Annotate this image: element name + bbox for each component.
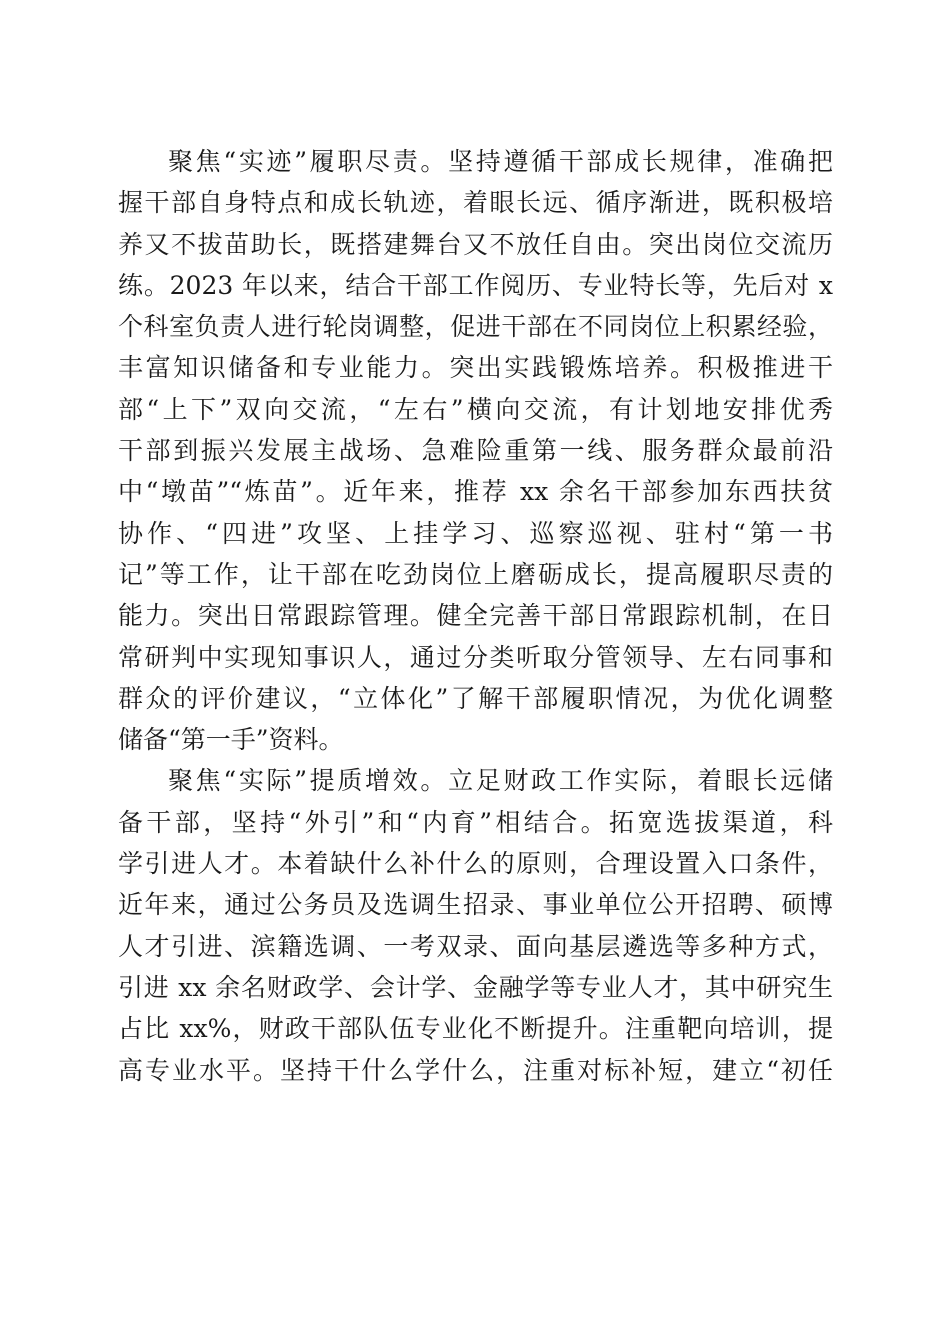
text-line: 部“上下”双向交流，“左右”横向交流，有计划地安排优秀 bbox=[118, 394, 833, 424]
text-line: 能力。突出日常跟踪管理。健全完善干部日常跟踪机制，在日 bbox=[118, 601, 833, 631]
text-line: 养又不拔苗助长，既搭建舞台又不放任自由。突出岗位交流历 bbox=[118, 229, 833, 259]
body-text bbox=[118, 141, 833, 1091]
text-line: 学引进人才。本着缺什么补什么的原则，合理设置入口条件， bbox=[118, 849, 833, 879]
text-line: 聚焦“实迹”履职尽责。坚持遵循干部成长规律，准确把 bbox=[168, 147, 833, 176]
text-line: 高专业水平。坚持干什么学什么，注重对标补短，建立“初任 bbox=[118, 1055, 833, 1085]
text-line: 聚焦“实际”提质增效。立足财政工作实际，着眼长远储 bbox=[168, 766, 833, 796]
text-line: 人才引进、滨籍选调、一考双录、面向基层遴选等多种方式， bbox=[118, 931, 833, 961]
text-line: 记”等工作，让干部在吃劲岗位上磨砺成长，提高履职尽责的 bbox=[118, 559, 833, 589]
text-line: 丰富知识储备和专业能力。突出实践锻炼培养。积极推进干 bbox=[118, 353, 833, 383]
text-line: 储备“第一手”资料。 bbox=[118, 725, 344, 755]
text-line: 握干部自身特点和成长轨迹，着眼长远、循序渐进，既积极培 bbox=[118, 188, 833, 218]
text-line: 中“墩苗”“炼苗”。近年来，推荐 xx 余名干部参加东西扶贫 bbox=[118, 477, 833, 507]
text-line: 近年来，通过公务员及选调生招录、事业单位公开招聘、硕博 bbox=[118, 890, 833, 920]
text-line: 引进 xx 余名财政学、会计学、金融学等专业人才，其中研究生 bbox=[118, 972, 833, 1002]
text-line: 干部到振兴发展主战场、急难险重第一线、服务群众最前沿 bbox=[118, 436, 833, 466]
text-line: 练。2023 年以来，结合干部工作阅历、专业特长等，先后对 x bbox=[118, 270, 833, 300]
text-line: 备干部，坚持“外引”和“内育”相结合。拓宽选拔渠道，科 bbox=[118, 807, 833, 837]
text-line: 占比 xx%，财政干部队伍专业化不断提升。注重靶向培训，提 bbox=[118, 1014, 833, 1044]
text-line: 协作、“四进”攻坚、上挂学习、巡察巡视、驻村“第一书 bbox=[118, 518, 833, 548]
text-line: 群众的评价建议，“立体化”了解干部履职情况，为优化调整 bbox=[118, 683, 833, 713]
text-line: 个科室负责人进行轮岗调整，促进干部在不同岗位上积累经验， bbox=[118, 312, 833, 342]
text-line: 常研判中实现知事识人，通过分类听取分管领导、左右同事和 bbox=[118, 642, 833, 672]
